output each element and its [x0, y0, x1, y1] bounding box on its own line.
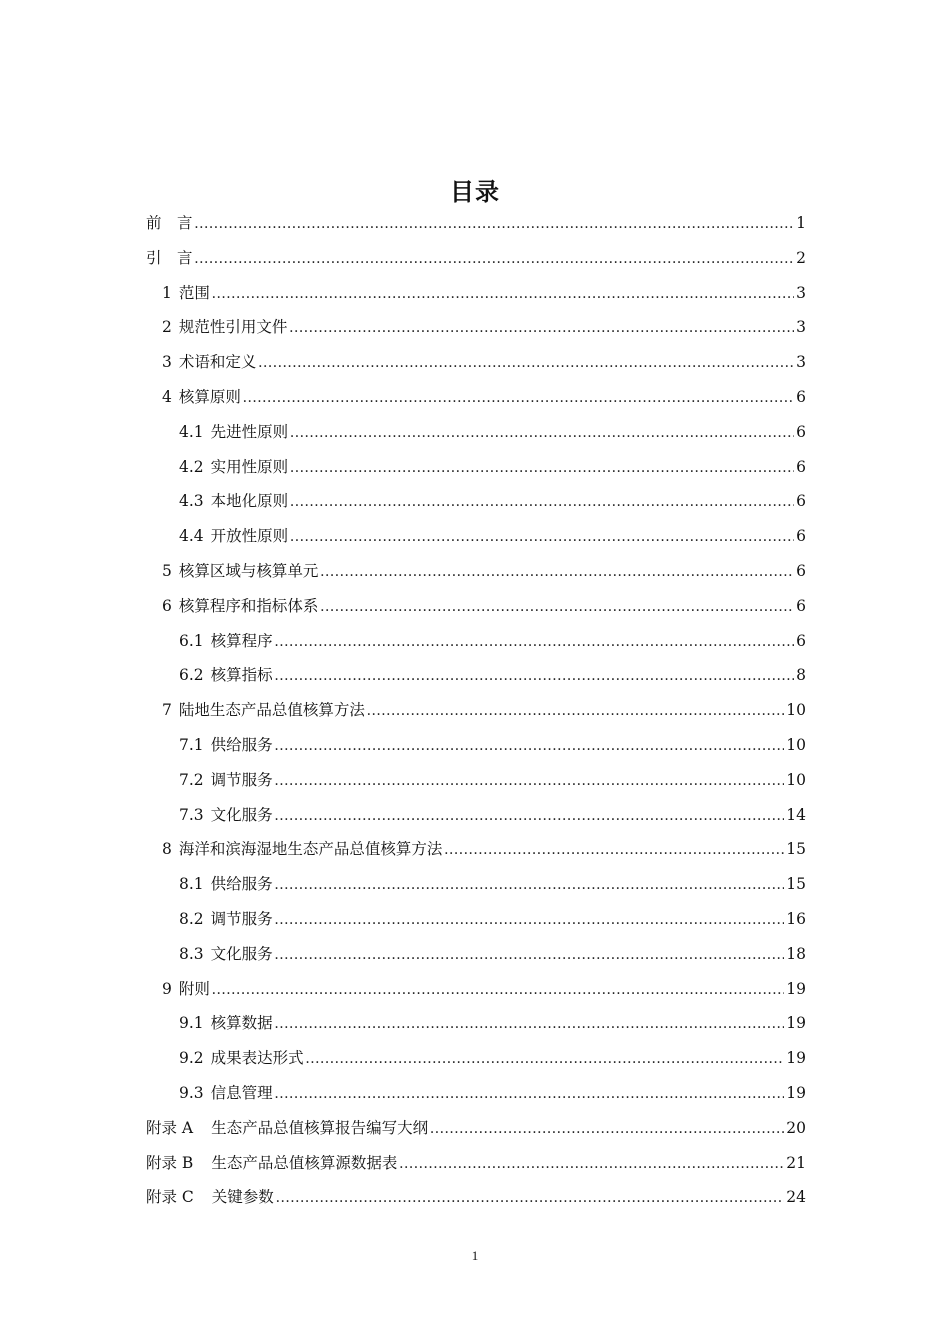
toc-entry-label: 前 言	[146, 214, 193, 232]
toc-entry-label: 核算程序和指标体系	[178, 596, 319, 615]
toc-entry-number: 9	[162, 979, 172, 998]
toc-entry-number: 4.2	[179, 457, 204, 476]
toc-entry-label: 核算数据	[210, 1014, 273, 1033]
toc-entry-page: 10	[786, 701, 806, 720]
toc-entry[interactable]	[146, 803, 806, 838]
toc-entry[interactable]	[146, 315, 806, 350]
toc-entry-page: 6	[796, 527, 806, 546]
toc-entry[interactable]	[146, 246, 806, 281]
toc-entry-page: 10	[786, 770, 806, 789]
toc-entry-number: 4.4	[179, 527, 204, 546]
toc-entry-number: 4.3	[179, 492, 204, 511]
dot-leader	[195, 250, 795, 268]
toc-entry-number: 9.2	[179, 1049, 204, 1068]
toc-entry-label: 附则	[178, 979, 210, 998]
dot-leader	[290, 424, 794, 442]
toc-entry-label: 实用性原则	[210, 457, 289, 476]
toc-entry-label: 生态产品总值核算源数据表	[211, 1153, 398, 1172]
toc-entry[interactable]	[146, 350, 806, 385]
dot-leader	[275, 876, 785, 894]
toc-entry-number: 7.1	[179, 735, 204, 754]
toc-entry-page: 2	[796, 248, 806, 267]
toc-entry-page: 19	[786, 1083, 806, 1102]
dot-leader	[290, 493, 794, 511]
toc-entry-label: 供给服务	[210, 875, 273, 894]
toc-entry-label: 成果表达形式	[210, 1049, 304, 1068]
toc-entry-number: 附录 C	[146, 1188, 194, 1207]
toc-entry-page: 18	[786, 944, 806, 963]
toc-entry-number: 附录 A	[146, 1118, 194, 1137]
toc-entry-page: 15	[786, 875, 806, 894]
toc-title: 目录	[450, 178, 500, 206]
toc-entry[interactable]	[146, 455, 806, 490]
toc-entry[interactable]	[146, 977, 806, 1012]
toc-entry-label: 核算区域与核算单元	[178, 561, 319, 580]
toc-entry-number: 9.1	[179, 1014, 204, 1033]
toc-entry[interactable]	[146, 837, 806, 872]
dot-leader	[320, 563, 794, 581]
toc-entry-number: 6.2	[179, 666, 204, 685]
toc-entry-number: 1	[162, 283, 172, 302]
toc-entry-label: 关键参数	[211, 1188, 274, 1207]
toc-entry[interactable]	[146, 524, 806, 559]
toc-entry-page: 21	[786, 1153, 806, 1172]
toc-entry-page: 19	[786, 1014, 806, 1033]
toc-entry-label: 本地化原则	[210, 492, 289, 511]
toc-entry[interactable]	[146, 559, 806, 594]
toc-entry[interactable]	[146, 1081, 806, 1116]
toc-entry[interactable]	[146, 385, 806, 420]
toc-entry[interactable]	[146, 1151, 806, 1186]
dot-leader	[275, 737, 785, 755]
toc-entry[interactable]	[146, 281, 806, 316]
page-number: 1	[471, 1248, 479, 1263]
toc-entry-number: 8.2	[179, 909, 204, 928]
toc-entry[interactable]	[146, 663, 806, 698]
toc-entry-label: 范围	[178, 283, 210, 302]
dot-leader	[275, 772, 785, 790]
toc-entry-label: 信息管理	[210, 1083, 273, 1102]
toc-entry-label: 文化服务	[210, 805, 273, 824]
toc-entry[interactable]	[146, 907, 806, 942]
toc-entry[interactable]	[146, 733, 806, 768]
toc-entry[interactable]	[146, 420, 806, 455]
dot-leader	[275, 667, 794, 685]
toc-entry[interactable]	[146, 211, 806, 246]
toc-entry[interactable]	[146, 1116, 806, 1151]
toc-entry[interactable]	[146, 629, 806, 664]
toc-entry-number: 8.3	[179, 944, 204, 963]
toc-entry-page: 6	[796, 457, 806, 476]
toc-entry-label: 核算程序	[210, 631, 273, 650]
dot-leader	[306, 1050, 785, 1068]
dot-leader	[195, 215, 795, 233]
toc-entry-page: 3	[796, 318, 806, 337]
dot-leader	[275, 1085, 785, 1103]
toc-entry-number: 6.1	[179, 631, 204, 650]
toc-entry-number: 2	[162, 318, 172, 337]
toc-entry-label: 术语和定义	[178, 353, 257, 372]
table-of-contents	[146, 211, 806, 1220]
toc-entry-label: 先进性原则	[210, 422, 289, 441]
toc-entry-number: 7.2	[179, 770, 204, 789]
toc-entry-page: 16	[786, 909, 806, 928]
dot-leader	[275, 633, 794, 651]
dot-leader	[276, 1189, 784, 1207]
dot-leader	[243, 389, 794, 407]
toc-entry-page: 1	[796, 214, 806, 232]
toc-entry-page: 15	[786, 840, 806, 859]
toc-entry-page: 24	[786, 1188, 806, 1207]
toc-entry-page: 6	[796, 631, 806, 650]
toc-entry-number: 9.3	[179, 1083, 204, 1102]
toc-entry-page: 14	[786, 805, 806, 824]
toc-entry-number: 8	[162, 840, 172, 859]
toc-entry-page: 10	[786, 735, 806, 754]
toc-entry-page: 6	[796, 422, 806, 441]
dot-leader	[275, 946, 785, 964]
toc-entry-number: 3	[162, 353, 172, 372]
toc-entry[interactable]	[146, 768, 806, 803]
toc-entry[interactable]	[146, 872, 806, 907]
dot-leader	[290, 459, 794, 477]
dot-leader	[367, 702, 784, 720]
toc-entry-number: 7.3	[179, 805, 204, 824]
toc-entry-label: 陆地生态产品总值核算方法	[178, 701, 365, 720]
dot-leader	[290, 528, 794, 546]
toc-entry-label: 规范性引用文件	[178, 318, 288, 337]
dot-leader	[258, 354, 794, 372]
toc-entry-number: 附录 B	[146, 1153, 194, 1172]
toc-entry[interactable]	[146, 1185, 806, 1220]
toc-entry-number: 4.1	[179, 422, 204, 441]
toc-entry[interactable]	[146, 594, 806, 629]
toc-entry-label: 调节服务	[210, 770, 273, 789]
toc-entry-number: 4	[162, 387, 172, 406]
toc-entry-label: 核算指标	[210, 666, 273, 685]
toc-entry[interactable]	[146, 489, 806, 524]
toc-entry[interactable]	[146, 1011, 806, 1046]
dot-leader	[212, 981, 784, 999]
dot-leader	[212, 285, 794, 303]
toc-entry[interactable]	[146, 1046, 806, 1081]
toc-entry-number: 5	[162, 561, 172, 580]
toc-entry[interactable]	[146, 942, 806, 977]
toc-entry-page: 20	[786, 1118, 806, 1137]
toc-entry[interactable]	[146, 698, 806, 733]
toc-entry-page: 8	[796, 666, 806, 685]
toc-entry-label: 核算原则	[178, 387, 241, 406]
toc-entry-number: 8.1	[179, 875, 204, 894]
toc-entry-page: 6	[796, 387, 806, 406]
toc-entry-page: 6	[796, 596, 806, 615]
toc-entry-label: 调节服务	[210, 909, 273, 928]
toc-entry-page: 19	[786, 1049, 806, 1068]
dot-leader	[275, 911, 785, 929]
toc-entry-label: 供给服务	[210, 735, 273, 754]
toc-entry-label: 开放性原则	[210, 527, 289, 546]
dot-leader	[444, 841, 784, 859]
dot-leader	[320, 598, 794, 616]
toc-entry-label: 海洋和滨海湿地生态产品总值核算方法	[178, 840, 443, 859]
dot-leader	[275, 807, 785, 825]
dot-leader	[289, 319, 794, 337]
toc-entry-number: 7	[162, 701, 172, 720]
dot-leader	[399, 1155, 784, 1173]
toc-entry-page: 3	[796, 283, 806, 302]
toc-entry-page: 6	[796, 492, 806, 511]
toc-entry-label: 生态产品总值核算报告编写大纲	[211, 1118, 429, 1137]
dot-leader	[430, 1120, 784, 1138]
toc-entry-label: 文化服务	[210, 944, 273, 963]
toc-entry-page: 6	[796, 561, 806, 580]
toc-entry-label: 引 言	[146, 248, 193, 267]
dot-leader	[275, 1015, 785, 1033]
toc-entry-page: 3	[796, 353, 806, 372]
toc-entry-number: 6	[162, 596, 172, 615]
toc-entry-page: 19	[786, 979, 806, 998]
